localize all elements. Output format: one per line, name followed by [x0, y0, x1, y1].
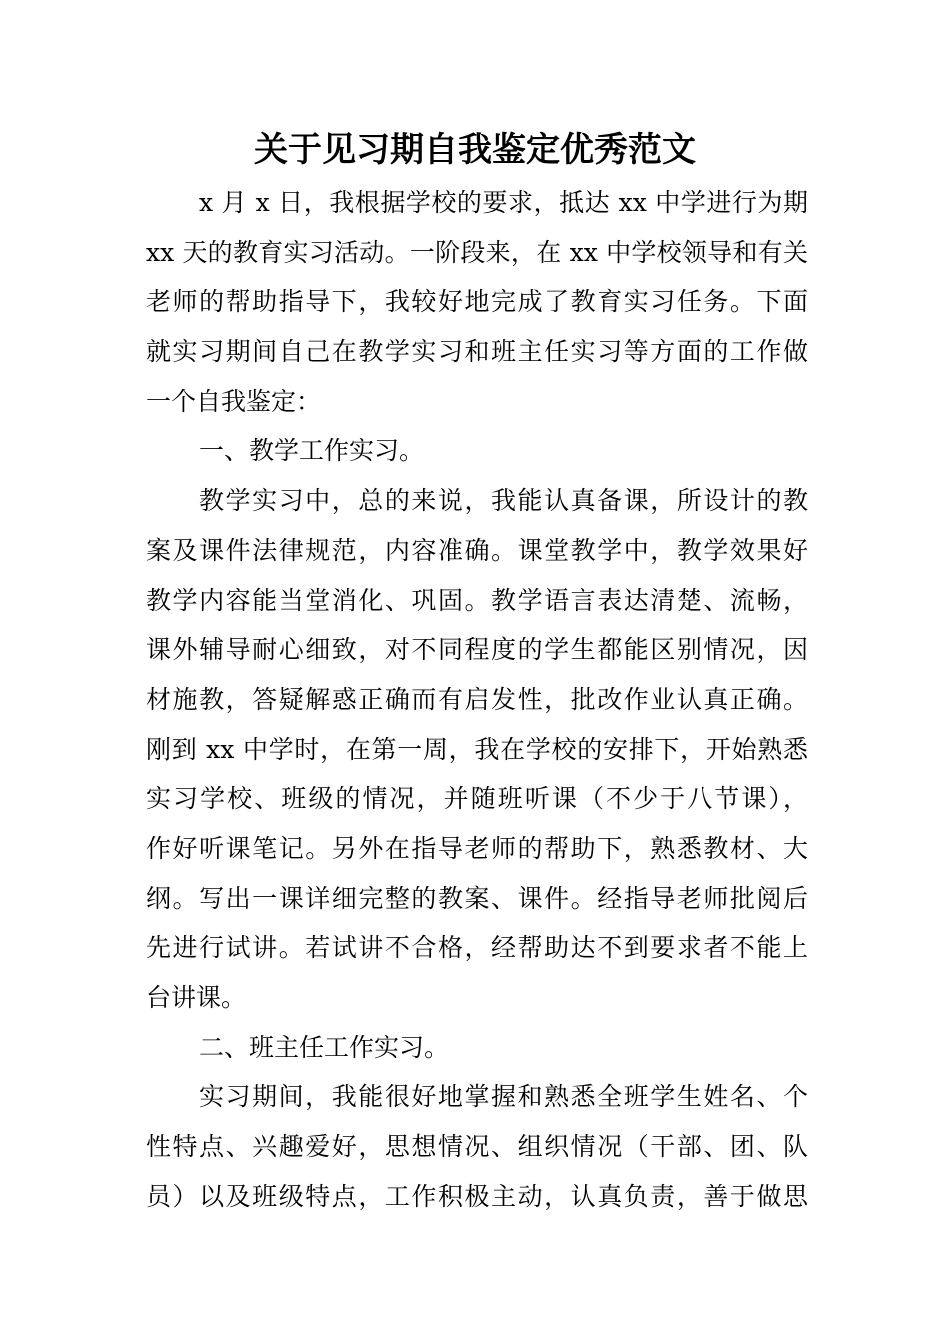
- text-line: 案及课件法律规范，内容准确。课堂教学中，教学效果好: [146, 535, 808, 565]
- text-line: 一、教学工作实习。: [199, 436, 425, 466]
- text-line: 一个自我鉴定：: [146, 386, 322, 416]
- text-line: xx 天的教育实习活动。一阶段来，在 xx 中学校领导和有关: [146, 237, 808, 267]
- text-line: 二、班主任工作实习。: [199, 1032, 450, 1062]
- text-line: 教学内容能当堂消化、巩固。教学语言表达清楚、流畅，: [146, 585, 808, 615]
- text-line: 教学实习中，总的来说，我能认真备课，所设计的教: [199, 486, 808, 516]
- text-line: 课外辅导耐心细致，对不同程度的学生都能区别情况，因: [146, 635, 808, 665]
- text-line: 材施教，答疑解惑正确而有启发性，批改作业认真正确。: [146, 684, 808, 714]
- text-line: 性特点、兴趣爱好，思想情况、组织情况（干部、团、队: [146, 1132, 808, 1162]
- text-line: 先进行试讲。若试讲不合格，经帮助达不到要求者不能上: [146, 933, 808, 963]
- text-line: 老师的帮助指导下，我较好地完成了教育实习任务。下面: [146, 287, 808, 317]
- text-line: 作好听课笔记。另外在指导老师的帮助下，熟悉教材、大: [146, 833, 808, 863]
- text-line: 就实习期间自己在教学实习和班主任实习等方面的工作做: [146, 337, 808, 367]
- text-line: 实习期间，我能很好地掌握和熟悉全班学生姓名、个: [199, 1082, 808, 1112]
- text-line: 台讲课。: [146, 983, 247, 1012]
- text-line: 纲。写出一课详细完整的教案、课件。经指导老师批阅后: [146, 883, 808, 913]
- text-line: 刚到 xx 中学时，在第一周，我在学校的安排下，开始熟悉: [146, 734, 808, 764]
- document-title: 关于见习期自我鉴定优秀范文: [254, 130, 696, 170]
- text-line: 员）以及班级特点，工作积极主动，认真负责，善于做思: [146, 1181, 808, 1211]
- text-line: x 月 x 日，我根据学校的要求，抵达 xx 中学进行为期: [199, 188, 808, 217]
- text-line: 实习学校、班级的情况，并随班听课（不少于八节课），: [146, 784, 808, 814]
- document-body: [146, 178, 808, 1221]
